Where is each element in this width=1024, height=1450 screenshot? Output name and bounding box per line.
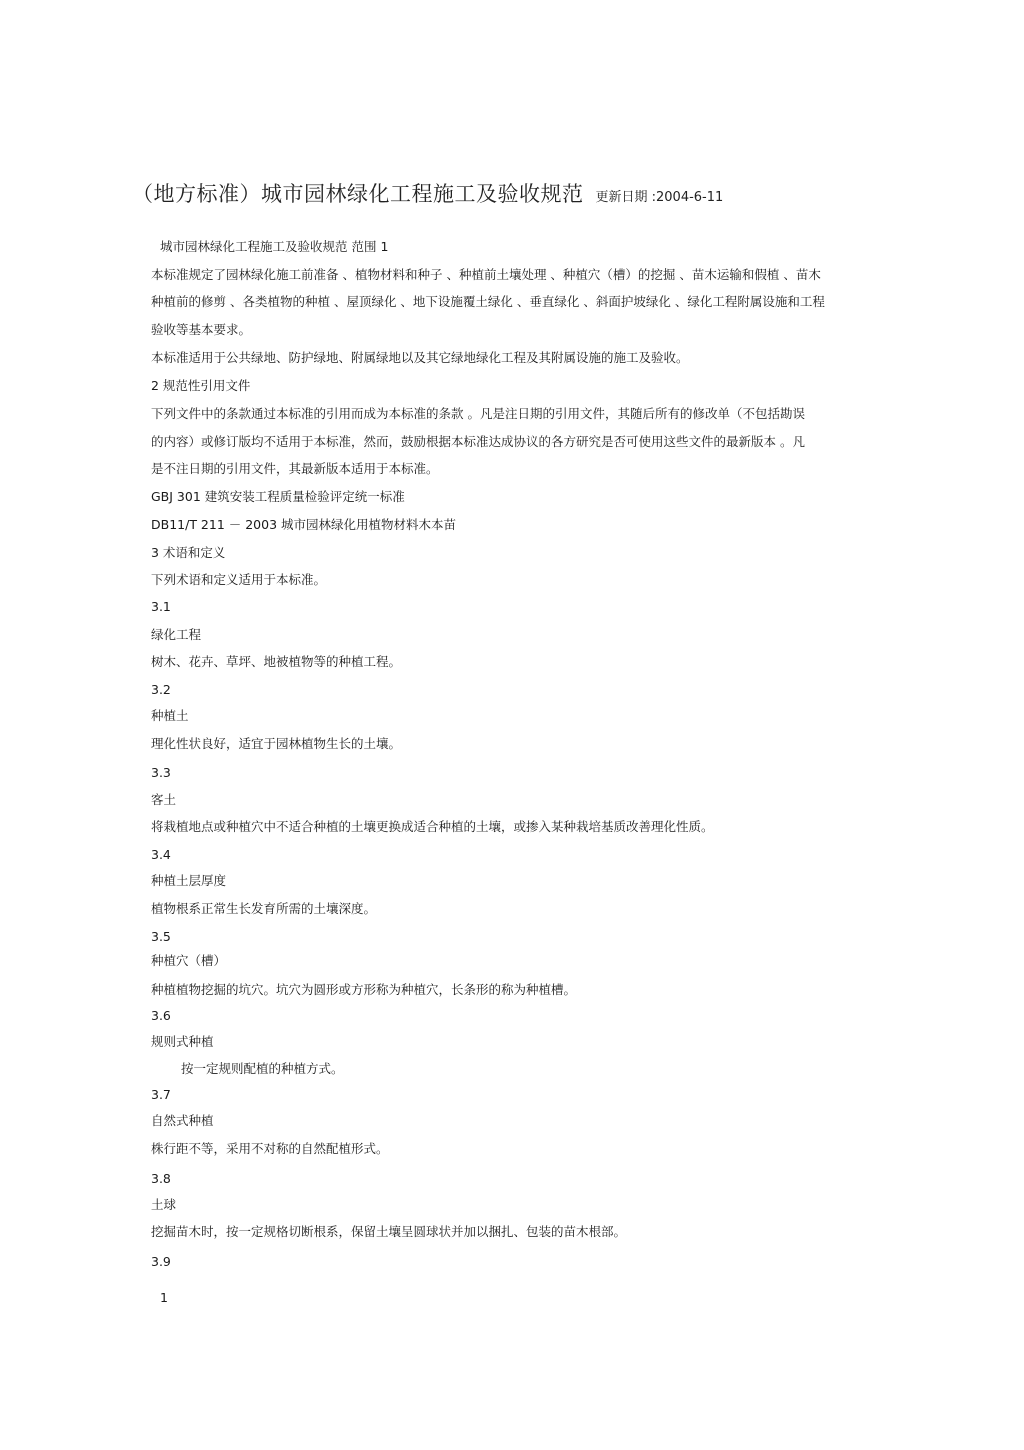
term-name: 绿化工程: [151, 627, 202, 642]
paragraph-line: 验收等基本要求。: [151, 322, 252, 337]
paragraph-line: 的内容）或修订版均不适用于本标准，然而，鼓励根据本标准达成协议的各方研究是否可使用这些文件的最新版本 。凡: [151, 434, 805, 449]
term-name: 规则式种植: [151, 1034, 214, 1049]
term-name: 自然式种植: [151, 1113, 214, 1128]
term-number: 3.2: [151, 682, 171, 697]
section-heading: 2 规范性引用文件: [151, 378, 251, 393]
paragraph-line: 下列术语和定义适用于本标准。: [151, 572, 327, 587]
term-number: 3.4: [151, 847, 171, 862]
term-name: 种植土: [151, 708, 189, 723]
page-number: 1: [160, 1290, 168, 1305]
term-number: 3.5: [151, 929, 171, 944]
term-definition: 树木、花卉、草坪、地被植物等的种植工程。: [151, 654, 402, 669]
section-heading: 3 术语和定义: [151, 545, 226, 560]
section-heading-scope: 城市园林绿化工程施工及验收规范 范围 1: [160, 239, 389, 254]
term-definition: 种植植物挖掘的坑穴。坑穴为圆形或方形称为种植穴，长条形的称为种植槽。: [151, 982, 577, 997]
term-number: 3.3: [151, 765, 171, 780]
term-name: 土球: [151, 1197, 177, 1212]
document-title: （地方标准）城市园林绿化工程施工及验收规范: [132, 182, 584, 206]
paragraph-line: 种植前的修剪 、各类植物的种植 、屋顶绿化 、地下设施覆土绿化 、垂直绿化 、斜面护坡绿化 、绿化工程附属设施和工程: [151, 294, 825, 309]
reference-line: GBJ 301 建筑安装工程质量检验评定统一标准: [151, 489, 405, 504]
term-number: 3.6: [151, 1008, 171, 1023]
reference-line: DB11/T 211 － 2003 城市园林绿化用植物材料木本苗: [151, 517, 457, 532]
paragraph-line: 下列文件中的条款通过本标准的引用而成为本标准的条款 。凡是注日期的引用文件，其随后所有的修改单（不包括勘误: [151, 406, 805, 421]
paragraph-line: 本标准适用于公共绿地、防护绿地、附属绿地以及其它绿地绿化工程及其附属设施的施工及验收。: [151, 350, 689, 365]
update-date: 更新日期 :2004-6-11: [595, 190, 724, 205]
term-definition: 植物根系正常生长发育所需的土壤深度。: [151, 901, 377, 916]
term-name: 种植穴（槽）: [151, 953, 227, 968]
term-number: 3.1: [151, 599, 171, 614]
term-name: 客土: [151, 792, 177, 807]
term-definition: 将栽植地点或种植穴中不适合种植的土壤更换成适合种植的土壤，或掺入某种栽培基质改善理化性质。: [151, 819, 714, 834]
term-definition: 按一定规则配植的种植方式。: [181, 1061, 344, 1076]
term-definition: 挖掘苗木时，按一定规格切断根系，保留土壤呈圆球状并加以捆扎、包装的苗木根部。: [151, 1224, 627, 1239]
term-name: 种植土层厚度: [151, 873, 227, 888]
term-number: 3.7: [151, 1087, 171, 1102]
paragraph-line: 本标准规定了园林绿化施工前准备 、植物材料和种子 、种植前土壤处理 、种植穴（槽）的挖掘 、苗木运输和假植 、苗木: [151, 267, 821, 282]
term-definition: 株行距不等，采用不对称的自然配植形式。: [151, 1141, 389, 1156]
term-number: 3.8: [151, 1171, 171, 1186]
paragraph-line: 是不注日期的引用文件，其最新版本适用于本标准。: [151, 461, 439, 476]
term-definition: 理化性状良好，适宜于园林植物生长的土壤。: [151, 736, 402, 751]
term-number: 3.9: [151, 1254, 171, 1269]
document-title-row: [132, 178, 992, 208]
